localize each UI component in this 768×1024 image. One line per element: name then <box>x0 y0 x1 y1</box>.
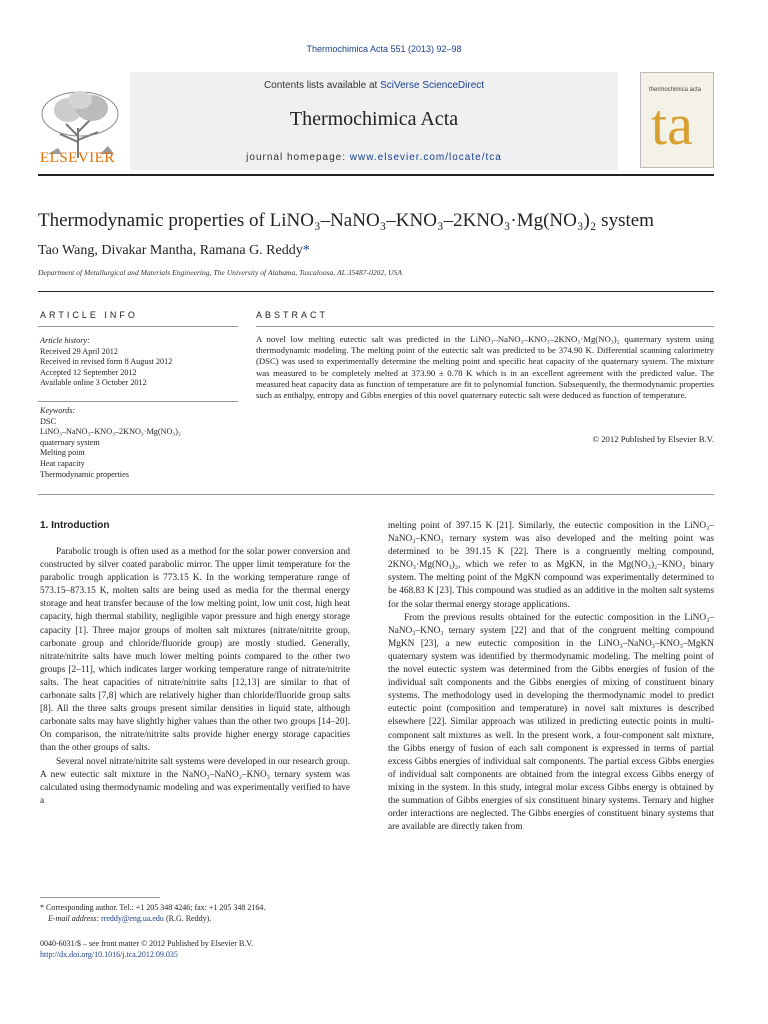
corresponding-author-mark[interactable]: * <box>302 243 310 258</box>
history-item: Accepted 12 September 2012 <box>40 367 137 377</box>
sciencedirect-link[interactable]: SciVerse ScienceDirect <box>380 80 485 91</box>
author-list: Tao Wang, Divakar Mantha, Ramana G. Reddy* <box>38 243 310 258</box>
keyword: Thermodynamic properties <box>40 469 129 479</box>
abstract-label: ABSTRACT <box>256 310 329 320</box>
keyword: LiNO₃–NaNO₃–KNO₃–2KNO₃·Mg(NO₃)₂ <box>40 427 181 437</box>
history-item: Received 29 April 2012 <box>40 346 118 356</box>
abstract-rule <box>256 326 714 327</box>
title-rule <box>38 291 714 292</box>
email-link[interactable]: rreddy@eng.ua.edu <box>101 913 164 923</box>
email-label: E-mail address: <box>48 913 102 923</box>
publisher-logo-text: ELSEVIER <box>40 150 115 166</box>
body-paragraph: Several novel nitrate/nitrite salt systems were developed in our research group. A new eutectic salt mixture in the NaNO₃–NaNO₂–KNO₃ ternary system was calculated using thermodynamic modeling and was experimentally verified to have a <box>40 756 350 806</box>
section-heading: 1. Introduction <box>40 520 110 531</box>
cover-letters: ta <box>651 92 693 157</box>
history-item: Available online 3 October 2012 <box>40 378 147 388</box>
footnote-contact: * Corresponding author. Tel.: +1 205 348 4246; fax: +1 205 348 2164. <box>40 903 266 912</box>
cover-title: thermochimica acta <box>649 87 702 93</box>
contents-line: Contents lists available at SciVerse ScienceDirect <box>263 80 485 91</box>
body-paragraph: melting point of 397.15 K [21]. Similarly, the eutectic composition in the LiNO₃–NaNO₃–KNO₃ ternary system was also developed and the melting point was determined to be 391.15 K [22]. There is a congruently melting compound, 2KNO₃·Mg(NO₃)₂, which we refer to as MgKN, in the Mg(NO₃)₂–KNO₃ binary system. The melting point of the MgKN compound was experimentally determined to be 468.83 K [23]. This compound was studied as an additive in the molten salt systems for the solar thermal energy storage applications. <box>388 521 714 610</box>
footnote-rule <box>40 897 160 898</box>
history-label: Article history: <box>40 336 90 345</box>
article-info-rule <box>38 326 238 327</box>
journal-homepage: journal homepage: www.elsevier.com/locate/tca <box>246 152 502 163</box>
article-title: Thermodynamic properties of LiNO₃–NaNO₃–KNO₃–2KNO₃·Mg(NO₃)₂ system <box>38 210 654 231</box>
keyword: Melting point <box>40 448 85 458</box>
journal-reference[interactable]: Thermochimica Acta 551 (2013) 92–98 <box>306 44 462 54</box>
issn-line: 0040-6031/$ – see front matter © 2012 Published by Elsevier B.V. <box>40 939 254 948</box>
info-separator <box>38 401 238 402</box>
keyword: Heat capacity <box>40 458 85 468</box>
homepage-link[interactable]: www.elsevier.com/locate/tca <box>349 152 502 163</box>
body-column-left <box>40 546 350 808</box>
corresponding-author-footnote <box>40 903 360 924</box>
affiliation: Department of Metallurgical and Materials Engineering, The University of Alabama, Tuscaloosa, AL 35487-0202, USA <box>38 268 402 277</box>
journal-cover-thumbnail <box>640 72 714 168</box>
header-rule <box>38 174 714 176</box>
body-paragraph: Parabolic trough is often used as a method for the solar power conversion and constructed by silver coated parabolic mirror. The upper limit temperature for the parabolic trough application is 773.15 K. In the working temperature range of 573.15–873.15 K, molten salts are being used as media for the thermal energy storage and heat transfer because of the low melting point, low unit cost, high heat capacity, high thermal stability, negligible vapor pressure and high energy storage capacity [1]. Three major groups of molten salt mixtures (nitrate/nitrite group, carbonate group and chloride/fluoride group) are mostly studied. Generally, nitrate/nitrite salts have much lower melting points compared to the other two groups [2–11], which indicates larger working temperature range of nitrate/nitrite salts. The heat capacities of nitrate/nitrite salts [12,13] are similar to that of carbonate salts [7,8] which are relatively higher than chloride/fluoride group salts [8]. All the three salts groups present similar densities in liquid state, although carbonate salts may have slightly higher values than the other two groups [14–20]. On comparison, the nitrate/nitrite salts provide higher energy storage capacities than the other groups of salts. <box>40 547 350 754</box>
abstract-text: A novel low melting eutectic salt was predicted in the LiNO₃–NaNO₃–KNO₃–2KNO₃·Mg(NO₃)₂ quaternary system using thermodynamic modeling. The melting point of the eutectic salt was predicted to be 374.90 K. Differential scanning calorimetry (DSC) was used to experimentally determine the melting point and specific heat capacity of the quaternary system. The mixture was measured to be completely melted at 373.90 ± 0.78 K which is in an excellent agreement with the predicted value. The measured heat capacity data as function of temperature are fit to polynomial function. Subsequently, the thermodynamic properties such as enthalpy, entropy and Gibbs energies of this novel quaternary eutectic salt were deduced as function of temperature. <box>256 334 714 401</box>
history-item: Received in revised form 8 August 2012 <box>40 357 173 367</box>
body-paragraph: From the previous results obtained for the eutectic composition in the LiNO₃–NaNO₃–KNO₃ ternary system [22] and that of the congruent melting compound MgKN [23], a new eutectic composition in the LiNO₃–NaNO₃–KNO₃–MgKN quaternary system was identified by thermodynamic modeling. The melting point of the novel eutectic system was determined from the Gibbs energies of fusion of the individual salt components and the Gibbs energies of mixing of constituent binary systems. The methodology used in developing the thermodynamic model to predict eutectic point (composition and temperature) in novel salt mixtures is described elsewhere [22]. Similar approach was utilized in predicting eutectic points in multi-component salt mixtures as well. In the present work, a four-component salt mixture, the Gibbs energy of fusion of each salt component is expressed in terms of partial excess Gibbs energies of individual salt components. The partial excess Gibbs energies of individual salt components are obtained from the integral excess Gibbs energy of mixing in the system. In this study, integral molar excess Gibbs energy is obtained by the summation of Gibbs energies of six constituent binary systems. Ternary and higher order interactions are neglected. The Gibbs energies of constituent binary systems that are available are directly taken from <box>388 612 714 833</box>
body-column-right <box>388 520 714 834</box>
article-info-label: ARTICLE INFO <box>40 310 138 320</box>
issn-block <box>40 938 253 960</box>
keyword: DSC <box>40 416 56 426</box>
email-suffix: (R.G. Reddy). <box>163 913 212 923</box>
article-history <box>40 336 172 389</box>
keyword: quaternary system <box>40 437 100 447</box>
keywords <box>40 406 181 480</box>
keywords-label: Keywords: <box>40 406 76 415</box>
journal-name: Thermochimica Acta <box>289 108 459 130</box>
doi-link[interactable]: http://dx.doi.org/10.1016/j.tca.2012.09.035 <box>40 950 178 959</box>
abstract-copyright: © 2012 Published by Elsevier B.V. <box>592 434 714 444</box>
abstract-bottom-rule <box>38 494 714 495</box>
